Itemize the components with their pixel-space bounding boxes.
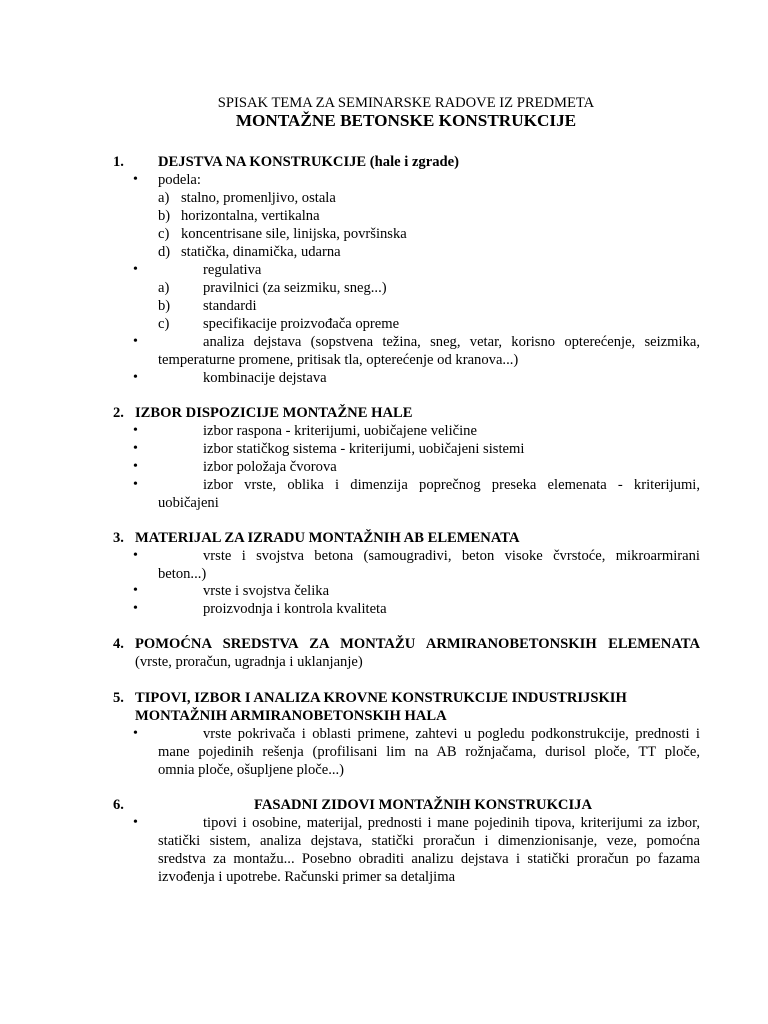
- bullet-icon: •: [133, 726, 138, 741]
- list-item: statička, dinamička, udarna: [181, 244, 341, 260]
- section-6-title: FASADNI ZIDOVI MONTAŽNIH KONSTRUKCIJA: [254, 797, 592, 813]
- list-item: horizontalna, vertikalna: [181, 208, 320, 224]
- bullet-icon: •: [133, 583, 138, 598]
- section-2-title: IZBOR DISPOZICIJE MONTAŽNE HALE: [135, 405, 413, 421]
- bullet-icon: •: [133, 262, 138, 277]
- section-6-bullet-1-line-3: sredstva za montažu... Posebno obraditi analizu dejstava i statički proračun po fazama: [158, 851, 700, 867]
- section-4-title: POMOĆNA SREDSTVA ZA MONTAŽU ARMIRANOBETONSKIH ELEMENATA: [135, 636, 700, 652]
- section-5-bullet-1-line-1: vrste pokrivača i oblasti primene, zahtevi u pogledu podkonstrukcije, prednosti i: [203, 726, 700, 742]
- section-3-title: MATERIJAL ZA IZRADU MONTAŽNIH AB ELEMENATA: [135, 530, 520, 546]
- section-3-bullet-2: vrste i svojstva čelika: [203, 583, 330, 599]
- list-marker: a): [158, 190, 170, 206]
- section-1-bullet-3-line-1: analiza dejstava (sopstvena težina, sneg, vetar, korisno opterećenje, seizmika,: [203, 334, 700, 350]
- section-1-bullet-1: podela:: [158, 172, 201, 188]
- section-2-bullet-2: izbor statičkog sistema - kriterijumi, uobičajeni sistemi: [203, 441, 525, 457]
- list-item: koncentrisane sile, linijska, površinska: [181, 226, 407, 242]
- list-marker: d): [158, 244, 171, 260]
- bullet-icon: •: [133, 548, 138, 563]
- section-1-bullet-4: kombinacije dejstava: [203, 370, 327, 386]
- list-marker: c): [158, 316, 170, 332]
- bullet-icon: •: [133, 172, 138, 187]
- bullet-icon: •: [133, 459, 138, 474]
- list-marker: b): [158, 208, 171, 224]
- bullet-icon: •: [133, 815, 138, 830]
- section-3-bullet-1-line-1: vrste i svojstva betona (samougradivi, beton visoke čvrstoće, mikroarmirani: [203, 548, 700, 564]
- section-6-bullet-1-line-1: tipovi i osobine, materijal, prednosti i mane pojedinih tipova, kriterijumi za izbor,: [203, 815, 700, 831]
- bullet-icon: •: [133, 370, 138, 385]
- section-4-subtitle: (vrste, proračun, ugradnja i uklanjanje): [135, 654, 363, 670]
- bullet-icon: •: [133, 441, 138, 456]
- section-1-bullet-2: regulativa: [203, 262, 262, 278]
- list-marker: c): [158, 226, 170, 242]
- list-item: pravilnici (za seizmiku, sneg...): [203, 280, 387, 296]
- document-subtitle: SPISAK TEMA ZA SEMINARSKE RADOVE IZ PREDMETA: [217, 95, 595, 111]
- bullet-icon: •: [133, 601, 138, 616]
- document-title: MONTAŽNE BETONSKE KONSTRUKCIJE: [235, 111, 577, 130]
- section-5-bullet-1-line-3: omnia ploče, ošupljene ploče...): [158, 762, 345, 778]
- bullet-icon: •: [133, 423, 138, 438]
- list-marker: b): [158, 298, 171, 314]
- section-5-title-line-2: MONTAŽNIH ARMIRANOBETONSKIH HALA: [135, 708, 447, 724]
- section-2-bullet-1: izbor raspona - kriterijumi, uobičajene veličine: [203, 423, 477, 439]
- list-item: specifikacije proizvođača opreme: [203, 316, 400, 332]
- section-6-number: 6.: [113, 797, 124, 813]
- section-1-bullet-3-line-2: temperaturne promene, pritisak tla, opterećenje od kranova...): [158, 352, 519, 368]
- section-1-number: 1.: [113, 154, 124, 170]
- section-2-bullet-3: izbor položaja čvorova: [203, 459, 337, 475]
- section-2-number: 2.: [113, 405, 124, 421]
- section-3-number: 3.: [113, 530, 124, 546]
- list-item: standardi: [203, 298, 257, 314]
- list-item: stalno, promenljivo, ostala: [181, 190, 336, 206]
- section-1-title: DEJSTVA NA KONSTRUKCIJE (hale i zgrade): [158, 154, 459, 170]
- section-2-bullet-4-line-2: uobičajeni: [158, 495, 219, 511]
- bullet-icon: •: [133, 334, 138, 349]
- section-5-number: 5.: [113, 690, 124, 706]
- section-5-bullet-1-line-2: mane pojedinih rešenja (profilisani lim na AB rožnjačama, durisol ploče, TT ploče,: [158, 744, 700, 760]
- section-6-bullet-1-line-4: izvođenja i upotrebe. Računski primer sa detaljima: [158, 869, 456, 885]
- section-6-bullet-1-line-2: statički sistem, analiza dejstava, statički proračun i dimenzionisanje, veze, pomoćna: [158, 833, 700, 849]
- section-5-title-line-1: TIPOVI, IZBOR I ANALIZA KROVNE KONSTRUKCIJE INDUSTRIJSKIH: [135, 690, 627, 706]
- section-3-bullet-1-line-2: beton...): [158, 566, 207, 582]
- section-4-number: 4.: [113, 636, 124, 652]
- bullet-icon: •: [133, 477, 138, 492]
- section-2-bullet-4-line-1: izbor vrste, oblika i dimenzija poprečnog preseka elemenata - kriterijumi,: [203, 477, 700, 493]
- list-marker: a): [158, 280, 170, 296]
- section-3-bullet-3: proizvodnja i kontrola kvaliteta: [203, 601, 387, 617]
